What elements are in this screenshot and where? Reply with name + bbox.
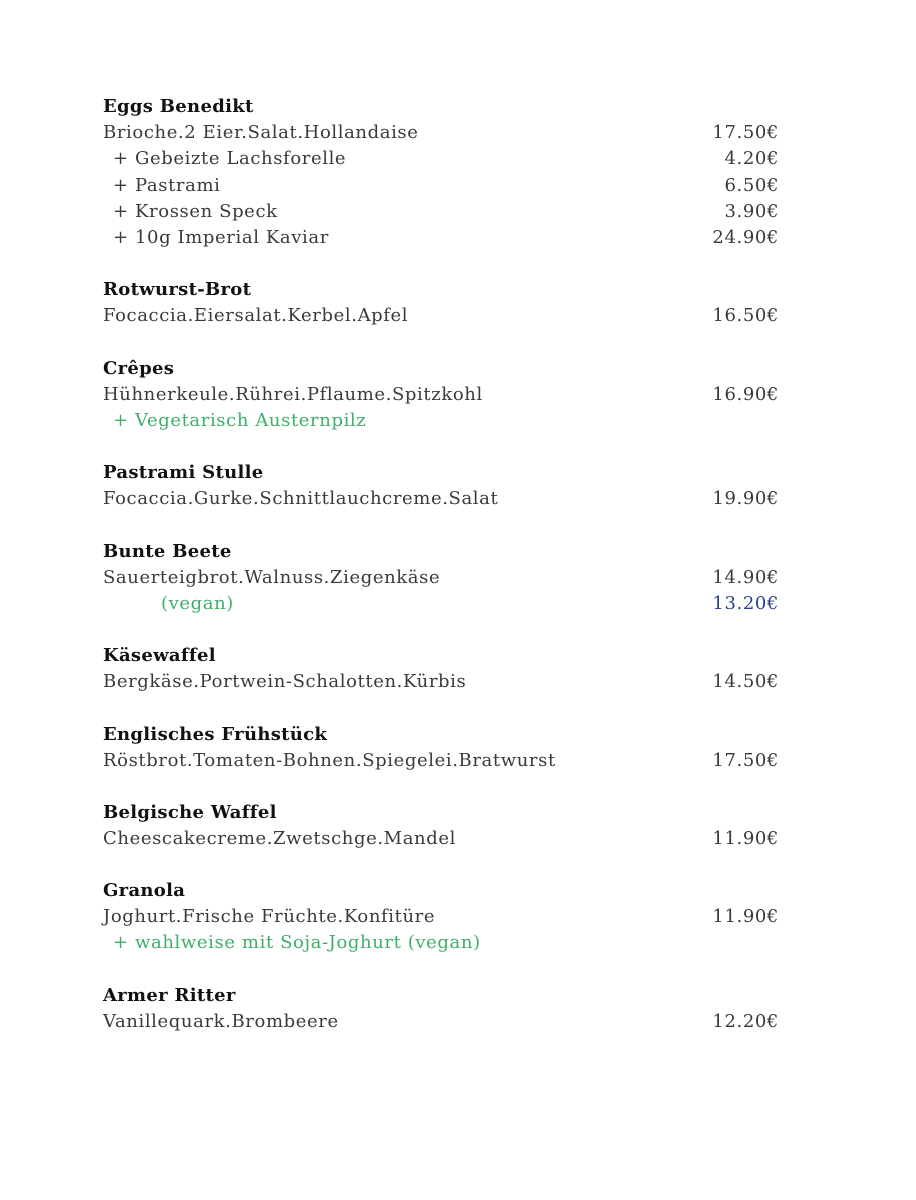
addon-line: [103, 225, 779, 251]
dish-description: Vanillequark.Brombeere: [103, 1010, 339, 1032]
dish-line: [103, 669, 779, 695]
dish-title: Käsewaffel: [103, 645, 216, 667]
dish: [103, 460, 779, 512]
dish-line: [103, 826, 779, 852]
dish-description: Focaccia.Gurke.Schnittlauchcreme.Salat: [103, 488, 499, 510]
dish-price: 14.90€: [712, 566, 779, 588]
dish-description: Bergkäse.Portwein-Schalotten.Kürbis: [103, 671, 467, 693]
dish-line: [103, 904, 779, 930]
option-description: + Vegetarisch Austernpilz: [113, 410, 367, 432]
vegan-label: (vegan): [161, 592, 234, 614]
dish-description: Hühnerkeule.Rührei.Pflaume.Spitzkohl: [103, 383, 483, 405]
dish: [103, 878, 779, 957]
dish-title: Belgische Waffel: [103, 801, 277, 823]
addon-line: [103, 173, 779, 199]
dish-price: 12.20€: [712, 1010, 779, 1032]
dish-description: Sauerteigbrot.Walnuss.Ziegenkäse: [103, 566, 441, 588]
addon-line: [103, 199, 779, 225]
dish-title: Granola: [103, 880, 186, 902]
dish-price: 14.50€: [712, 671, 779, 693]
dish-description: Brioche.2 Eier.Salat.Hollandaise: [103, 122, 419, 143]
addon-price: 24.90€: [712, 227, 779, 249]
option-description: + wahlweise mit Soja-Joghurt (vegan): [113, 932, 481, 954]
dish: [103, 94, 779, 251]
dish-description: Cheescakecreme.Zwetschge.Mandel: [103, 827, 456, 849]
addon-description: + Pastrami: [113, 174, 221, 196]
dish-price: 11.90€: [712, 906, 779, 928]
vegan-price: 13.20€: [712, 592, 779, 614]
dish: [103, 800, 779, 852]
option-line: [103, 930, 779, 956]
dish-title: Eggs Benedikt: [103, 96, 254, 117]
dish-title: Crêpes: [103, 357, 175, 379]
addon-description: + 10g Imperial Kaviar: [113, 227, 329, 249]
dish: [103, 277, 779, 329]
dish: [103, 356, 779, 435]
addon-price: 6.50€: [724, 174, 779, 196]
dish: [103, 643, 779, 695]
dish-price: 16.50€: [712, 305, 779, 327]
dish-title: Rotwurst-Brot: [103, 279, 252, 301]
dish-line: [103, 303, 779, 329]
option-line: [103, 408, 779, 434]
dish-line: [103, 486, 779, 512]
dish-description: Focaccia.Eiersalat.Kerbel.Apfel: [103, 305, 409, 327]
dish-line: [103, 1009, 779, 1035]
dish-price: 16.90€: [712, 383, 779, 405]
dish-line: [103, 565, 779, 591]
vegan-line: [103, 591, 779, 617]
dish-title: Bunte Beete: [103, 540, 232, 562]
dish-description: Joghurt.Frische Früchte.Konfitüre: [103, 906, 436, 928]
dish-line: [103, 382, 779, 408]
addon-line: [103, 146, 779, 172]
dish-title: Englisches Frühstück: [103, 723, 328, 745]
dish-price: 17.50€: [712, 122, 779, 143]
addon-description: + Gebeizte Lachsforelle: [113, 148, 347, 170]
menu: [103, 94, 779, 1061]
dish-price: 11.90€: [712, 827, 779, 849]
dish-title: Pastrami Stulle: [103, 462, 264, 484]
addon-price: 4.20€: [724, 148, 779, 170]
addon-price: 3.90€: [724, 200, 779, 222]
dish: [103, 722, 779, 774]
dish-description: Röstbrot.Tomaten-Bohnen.Spiegelei.Bratwurst: [103, 749, 556, 771]
dish: [103, 539, 779, 618]
dish-title: Armer Ritter: [103, 984, 236, 1006]
addon-description: + Krossen Speck: [113, 200, 278, 222]
dish: [103, 983, 779, 1035]
dish-line: [103, 120, 779, 146]
dish-price: 17.50€: [712, 749, 779, 771]
dish-price: 19.90€: [712, 488, 779, 510]
dish-line: [103, 748, 779, 774]
